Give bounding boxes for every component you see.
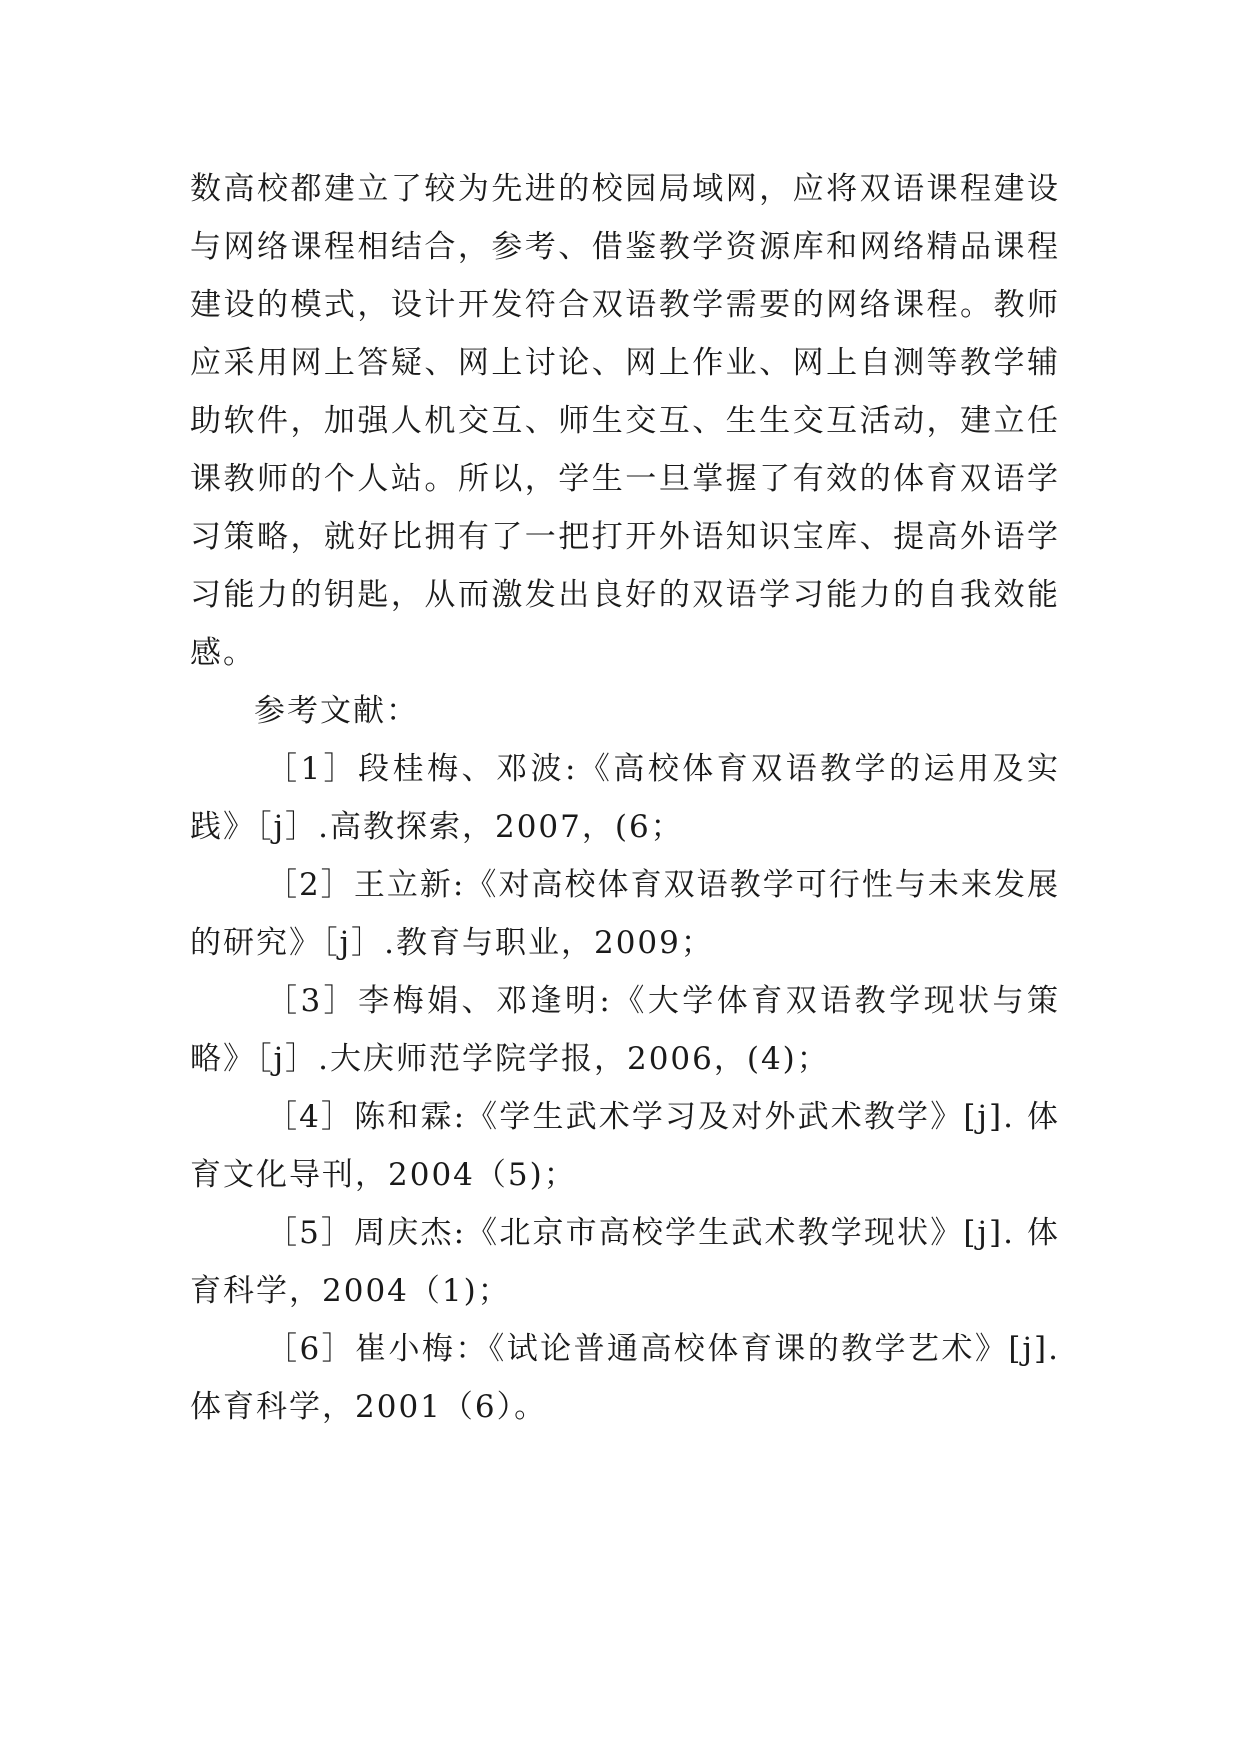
document-page: [190, 160, 1060, 1436]
reference-item-4: ［4］陈和霖:《学生武术学习及对外武术教学》[j]. 体育文化导刊，2004（5)；: [190, 1099, 1060, 1193]
references-heading: 参考文献：: [254, 693, 419, 729]
reference-item-2: ［2］王立新:《对高校体育双语教学可行性与未来发展的研究》［j］.教育与职业，2009；: [190, 867, 1060, 961]
reference-item-6: ［6］崔小梅：《试论普通高校体育课的教学艺术》[j]. 体育科学，2001（6）。: [190, 1331, 1060, 1425]
reference-item-1: ［1］段桂梅、邓波:《高校体育双语教学的运用及实践》［j］.高教探索，2007，(6；: [190, 751, 1060, 845]
reference-item-3: ［3］李梅娟、邓逢明:《大学体育双语教学现状与策略》［j］.大庆师范学院学报，2006，(4)；: [190, 983, 1060, 1077]
body-paragraph: 数高校都建立了较为先进的校园局域网，应将双语课程建设与网络课程相结合，参考、借鉴教学资源库和网络精品课程建设的模式，设计开发符合双语教学需要的网络课程。教师应采用网上答疑、网上讨论、网上作业、网上自测等教学辅助软件，加强人机交互、师生交互、生生交互活动，建立任课教师的个人站。所以，学生一旦掌握了有效的体育双语学习策略，就好比拥有了一把打开外语知识宝库、提高外语学习能力的钥匙，从而激发出良好的双语学习能力的自我效能感。: [190, 171, 1060, 671]
reference-item-5: ［5］周庆杰:《北京市高校学生武术教学现状》[j]. 体育科学，2004（1)；: [190, 1215, 1060, 1309]
